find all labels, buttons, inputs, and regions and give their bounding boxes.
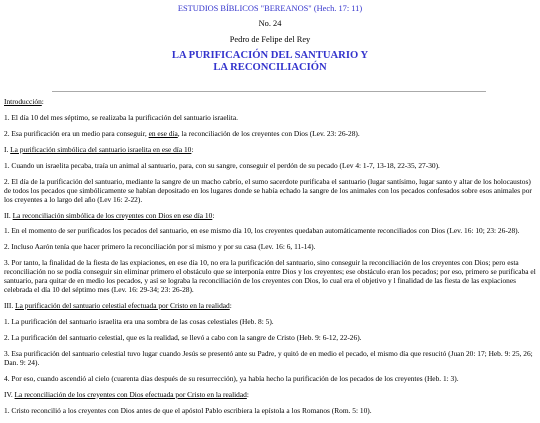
section-heading: III. La purificación del santuario celestial efectuada por Cristo en la realidad: [4, 300, 232, 310]
paragraph: 1. Cuando un israelita pecaba, traía un animal al santuario, para, con su sangre, conseguir el perdón de su pecado (Lev 4: 1-7, 13-18, 22-35, 27-30). [4, 160, 440, 170]
title-line-2: LA RECONCILIACIÓN [213, 62, 327, 73]
paragraph: 2. Incluso Aarón tenía que hacer primero la reconciliación por sí mismo y por su casa (Lev. 16: 6, 11-14). [4, 242, 316, 252]
paragraph: 2. El día de la purificación del santuario, mediante la sangre de un macho cabrío, el sumo sacerdote purificaba el santuario (lugar santísimo, lugar santo y altar de los holocaustos) de todos los pecados que simbólicamente se habían depositado en los lugares donde se había echado la sangre de los animales con los pecados confesados sobre esos animales por los creyentes a lo largo del año (Lev 16: 2-22). [4, 176, 532, 204]
paragraph: 2. Esa purificación era un medio para conseguir, en ese día, la reconciliación de los creyentes con Dios (Lev. 23: 26-28). [4, 128, 360, 138]
section-heading: IV. La reconciliación de los creyentes con Dios efectuada por Cristo en la realidad: [4, 389, 249, 399]
horizontal-rule [52, 91, 486, 92]
paragraph: 4. Por eso, cuando ascendió al cielo (cuarenta días después de su resurrección), ya había hecho la purificación de los pecados de los creyentes (Heb. 1: 3). [4, 373, 459, 383]
page-title [0, 50, 540, 74]
paragraph: 1. Cristo reconcilió a los creyentes con Dios antes de que el apóstol Pablo escribiera la epístola a los Romanos (Rom. 5: 10). [4, 405, 372, 415]
paragraph: 3. Por tanto, la finalidad de la fiesta de las expiaciones, en ese día 10, no era la purificación del santuario, sino conseguir la reconciliación de los creyentes con Dios; pero esta reconciliación no se podía conseguir sin eliminar primero el obstáculo que se interponía entre Dios y los creyentes; ese obstáculo eran los pecados; por eso, primero se purificaba el santuario, para quitar de en medio los pecados, y así se lograba la reconciliación de los creyentes con Dios, lo cual era el objetivo y l finalidad de las fiesta de las expiaciones celebrada el día 10 del séptimo mes (Lev. 16: 29-34; 23: 26-28). [4, 258, 536, 294]
paragraph: 2. La purificación del santuario celestial, que es la realidad, se llevó a cabo con la sangre de Cristo (Heb. 9: 6-12, 22-26). [4, 332, 362, 342]
section-heading: II. La reconciliación simbólica de los creyentes con Dios en ese día 10: [4, 210, 215, 220]
paragraph: 1. La purificación del santuario israelita era una sombra de las cosas celestiales (Heb. 8: 5). [4, 316, 274, 326]
paragraph: 3. Esa purificación del santuario celestial tuvo lugar cuando Jesús se presentó ante su Padre, y quitó de en medio el pecado, el mismo día que resucitó (Juan 20: 17; Heb. 9: 25, 26; Dan. 9: 24). [4, 348, 533, 367]
paragraph: 1. El día 10 del mes séptimo, se realizaba la purificación del santuario israelita. [4, 112, 238, 122]
study-number: No. 24 [258, 19, 282, 28]
intro-heading: Introducción: [4, 97, 44, 106]
paragraph: 1. En el momento de ser purificados los pecados del santuario, en ese mismo día 10, los creyentes quedaban automáticamente reconciliados con Dios (Lev. 16: 10; 23: 26-28). [4, 226, 520, 236]
intro-heading-text: Introducción [4, 97, 42, 106]
series-title: ESTUDIOS BÍBLICOS "BEREANOS" (Hech. 17: 11) [177, 4, 363, 13]
author: Pedro de Felipe del Rey [229, 35, 311, 44]
document-body [4, 98, 536, 423]
section-heading: I. La purificación simbólica del santuario israelita en ese día 10: [4, 144, 194, 154]
title-line-1: LA PURIFICACIÓN DEL SANTUARIO Y [171, 50, 369, 61]
